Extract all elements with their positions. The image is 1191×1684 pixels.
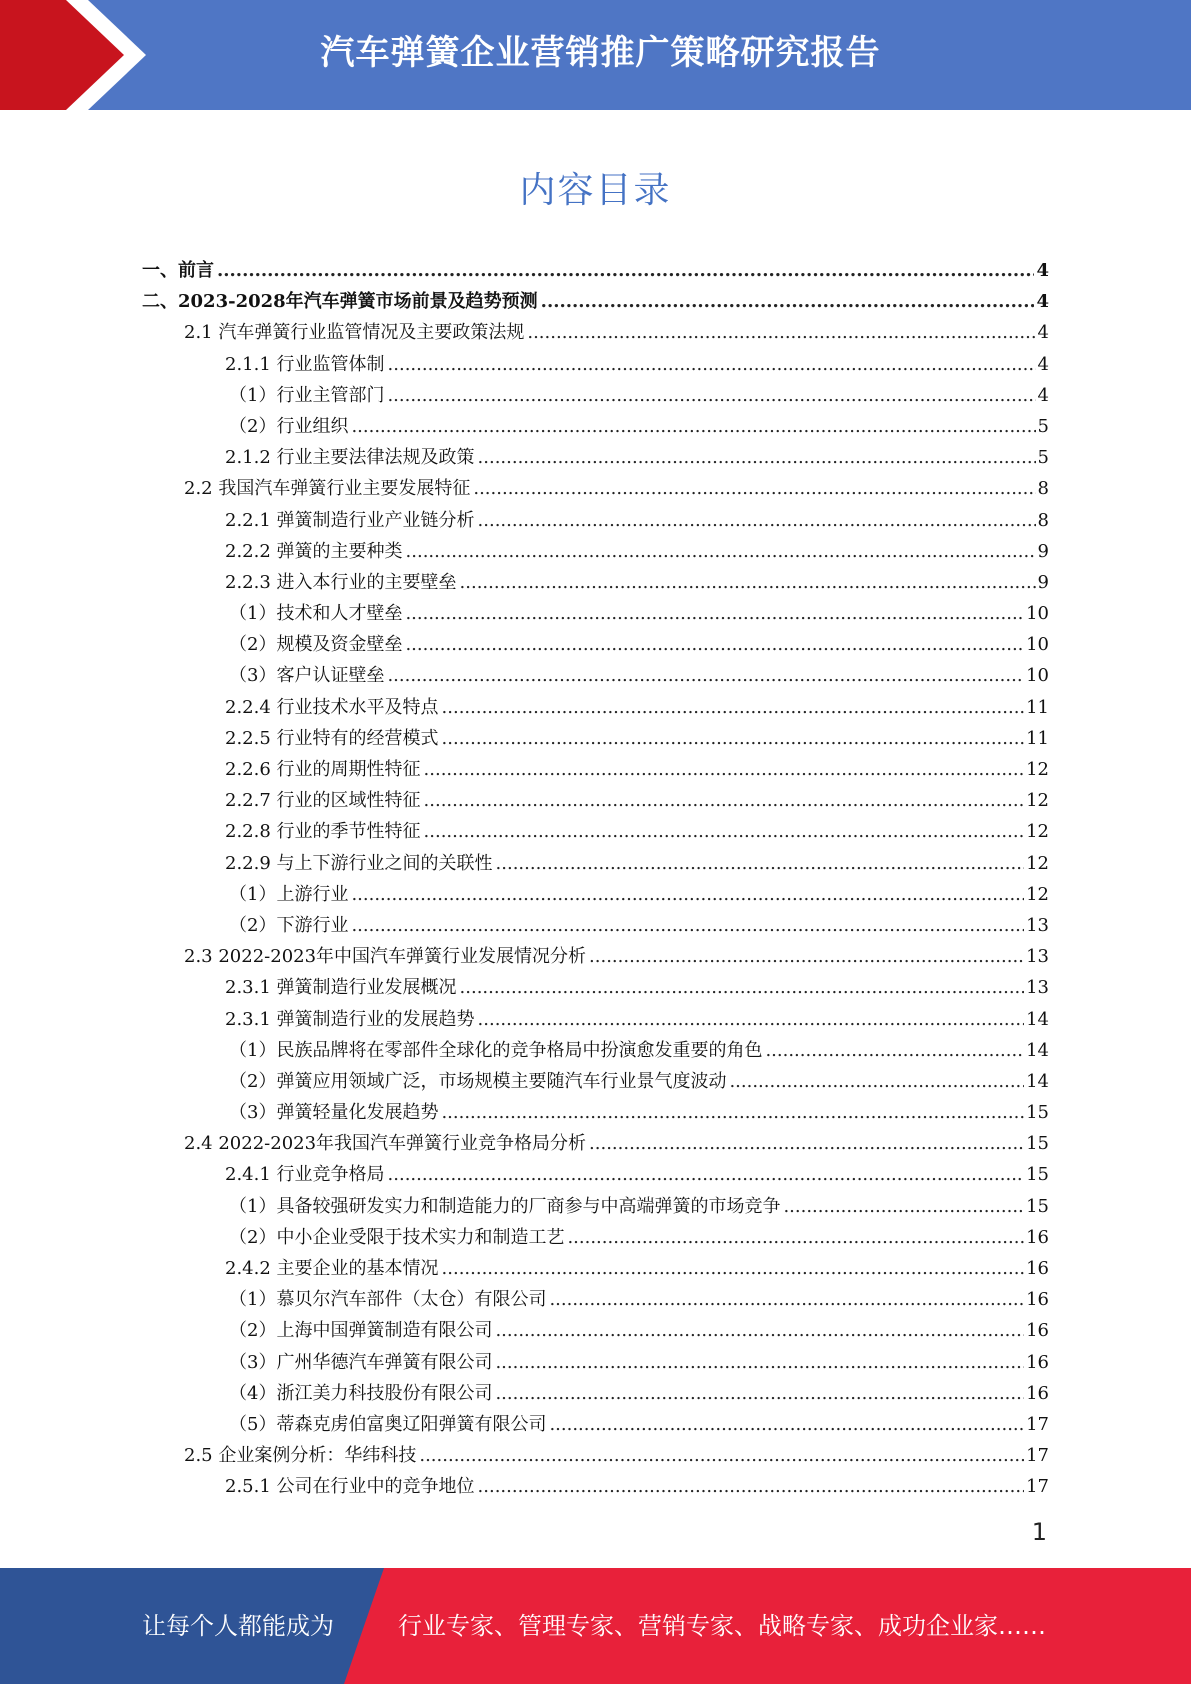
toc-entry-page: 12 — [1026, 759, 1049, 780]
toc-dot-leader — [478, 1471, 1025, 1502]
toc-dot-leader — [527, 317, 1035, 348]
toc-entry[interactable] — [142, 473, 1049, 504]
toc-entry-label: 二、2023-2028年汽车弹簧市场前景及趋势预测 — [142, 291, 538, 313]
toc-dot-leader — [424, 785, 1025, 816]
toc-entry-label: 2.2.2 弹簧的主要种类 — [225, 540, 403, 562]
footer-slogan-left: 让每个人都能成为 — [142, 1612, 334, 1640]
toc-dot-leader — [388, 1159, 1025, 1190]
toc-dot-leader — [460, 567, 1036, 598]
toc-entry-label: （1）上游行业 — [229, 883, 349, 905]
toc-entry[interactable] — [142, 442, 1049, 473]
toc-entry-page: 4 — [1037, 384, 1049, 406]
toc-entry-page: 15 — [1026, 1164, 1049, 1186]
toc-entry[interactable] — [142, 255, 1049, 286]
toc-dot-leader — [424, 754, 1025, 785]
toc-entry[interactable] — [142, 972, 1049, 1003]
toc-entry-page: 14 — [1026, 1039, 1049, 1061]
table-of-contents — [142, 255, 1049, 1503]
toc-dot-leader — [589, 1128, 1024, 1159]
toc-entry[interactable] — [142, 723, 1049, 754]
toc-entry[interactable] — [142, 1035, 1049, 1066]
toc-entry-page: 4 — [1036, 291, 1049, 313]
toc-entry-label: （1）慕贝尔汽车部件（太仓）有限公司 — [229, 1289, 547, 1311]
toc-entry[interactable] — [142, 1409, 1049, 1440]
toc-entry-page: 11 — [1026, 696, 1049, 718]
toc-entry-page: 17 — [1026, 1445, 1049, 1467]
toc-entry[interactable] — [142, 317, 1049, 348]
toc-entry-page: 16 — [1026, 1258, 1049, 1279]
toc-dot-leader — [549, 1409, 1024, 1440]
toc-entry-page: 10 — [1026, 634, 1049, 656]
toc-entry-page: 12 — [1026, 790, 1049, 812]
toc-entry-label: 2.1.2 行业主要法律法规及政策 — [225, 447, 475, 469]
toc-dot-leader — [541, 286, 1035, 317]
toc-entry-label: （3）客户认证壁垒 — [229, 665, 385, 687]
toc-dot-leader — [442, 1253, 1025, 1284]
toc-entry[interactable] — [142, 567, 1049, 598]
toc-entry-label: 2.1 汽车弹簧行业监管情况及主要政策法规 — [184, 322, 525, 344]
toc-entry-label: （2）中小企业受限于技术实力和制造工艺 — [229, 1226, 565, 1248]
toc-dot-leader — [351, 411, 1035, 442]
toc-entry-page: 15 — [1026, 1195, 1049, 1217]
toc-entry-label: （1）行业主管部门 — [229, 384, 385, 406]
toc-entry-page: 15 — [1026, 1133, 1049, 1155]
toc-entry-label: 2.2.7 行业的区域性特征 — [225, 790, 421, 812]
toc-dot-leader — [478, 505, 1036, 536]
toc-dot-leader — [406, 536, 1036, 567]
toc-entry-page: 5 — [1037, 447, 1049, 469]
toc-entry-label: （1）具备较强研发实力和制造能力的厂商参与中高端弹簧的市场竞争 — [229, 1195, 781, 1217]
toc-entry[interactable] — [142, 1440, 1049, 1471]
toc-dot-leader — [495, 1315, 1024, 1346]
toc-entry-label: 2.2.9 与上下游行业之间的关联性 — [225, 852, 493, 874]
toc-dot-leader — [351, 879, 1024, 910]
toc-entry-page: 4 — [1036, 260, 1049, 281]
toc-entry[interactable] — [142, 1315, 1049, 1346]
toc-entry[interactable] — [142, 1191, 1049, 1222]
toc-entry-label: 2.2.1 弹簧制造行业产业链分析 — [225, 509, 475, 531]
toc-entry-page: 12 — [1026, 883, 1049, 905]
toc-entry[interactable] — [142, 941, 1049, 972]
toc-entry-label: 2.2.6 行业的周期性特征 — [225, 759, 421, 780]
toc-dot-leader — [549, 1284, 1024, 1315]
toc-entry-label: 2.2.3 进入本行业的主要壁垒 — [225, 571, 457, 593]
toc-entry-label: 2.4.1 行业竞争格局 — [225, 1164, 385, 1186]
toc-entry-page: 11 — [1026, 727, 1049, 749]
toc-entry-label: （3）广州华德汽车弹簧有限公司 — [229, 1351, 493, 1373]
toc-entry-label: 2.3.1 弹簧制造行业的发展趋势 — [225, 1008, 475, 1030]
toc-entry[interactable] — [142, 1378, 1049, 1409]
toc-entry-page: 14 — [1026, 1008, 1049, 1030]
toc-dot-leader — [388, 349, 1036, 380]
toc-entry-page: 13 — [1026, 914, 1049, 936]
toc-entry[interactable] — [142, 1471, 1049, 1502]
toc-dot-leader — [441, 1097, 1024, 1128]
toc-entry[interactable] — [142, 1284, 1049, 1315]
toc-entry-page: 8 — [1037, 478, 1049, 500]
toc-dot-leader — [217, 255, 1034, 286]
toc-entry-label: 2.3 2022-2023年中国汽车弹簧行业发展情况分析 — [184, 946, 587, 968]
toc-dot-leader — [387, 380, 1035, 411]
toc-dot-leader — [478, 442, 1036, 473]
toc-dot-leader — [478, 1004, 1025, 1035]
toc-entry-page: 12 — [1026, 852, 1049, 874]
toc-entry[interactable] — [142, 879, 1049, 910]
toc-entry-page: 5 — [1037, 415, 1049, 437]
toc-entry[interactable] — [142, 1004, 1049, 1035]
toc-entry[interactable] — [142, 505, 1049, 536]
toc-entry-page: 16 — [1026, 1226, 1049, 1248]
toc-entry[interactable] — [142, 1159, 1049, 1190]
toc-heading: 内容目录 — [519, 170, 672, 211]
toc-entry-page: 16 — [1026, 1289, 1049, 1311]
toc-entry[interactable] — [142, 1128, 1049, 1159]
toc-entry-page: 10 — [1026, 665, 1049, 687]
toc-entry[interactable] — [142, 785, 1049, 816]
toc-entry[interactable] — [142, 380, 1049, 411]
toc-entry-page: 9 — [1037, 540, 1049, 562]
toc-entry[interactable] — [142, 411, 1049, 442]
toc-entry-label: （3）弹簧轻量化发展趋势 — [229, 1102, 439, 1124]
toc-entry-label: （1）技术和人才壁垒 — [229, 603, 403, 625]
toc-dot-leader — [495, 1347, 1024, 1378]
toc-entry-page: 16 — [1026, 1351, 1049, 1373]
toc-entry-label: （1）民族品牌将在零部件全球化的竞争格局中扮演愈发重要的角色 — [229, 1039, 763, 1061]
toc-entry-label: （2）下游行业 — [229, 914, 349, 936]
toc-entry-label: （2）弹簧应用领域广泛，市场规模主要随汽车行业景气度波动 — [229, 1070, 727, 1092]
toc-entry-label: 2.4 2022-2023年我国汽车弹簧行业竞争格局分析 — [184, 1133, 587, 1155]
footer-slogan-right: 行业专家、管理专家、营销专家、战略专家、成功企业家…… — [398, 1612, 1046, 1640]
toc-entry[interactable] — [142, 1347, 1049, 1378]
toc-entry[interactable] — [142, 598, 1049, 629]
toc-entry-label: 一、前言 — [142, 260, 214, 281]
toc-entry[interactable] — [142, 692, 1049, 723]
header-banner — [0, 0, 1191, 110]
toc-entry-label: 2.4.2 主要企业的基本情况 — [225, 1258, 439, 1279]
toc-dot-leader — [567, 1222, 1024, 1253]
toc-entry-label: 2.2.4 行业技术水平及特点 — [225, 696, 439, 718]
toc-dot-leader — [351, 910, 1024, 941]
toc-dot-leader — [405, 629, 1024, 660]
toc-entry-page: 12 — [1026, 821, 1049, 843]
toc-entry-label: 2.2.8 行业的季节性特征 — [225, 821, 421, 843]
toc-entry-label: 2.5.1 公司在行业中的竞争地位 — [225, 1476, 475, 1498]
toc-dot-leader — [442, 723, 1025, 754]
toc-entry[interactable] — [142, 816, 1049, 847]
toc-entry-page: 17 — [1026, 1476, 1049, 1498]
toc-entry-label: 2.2.5 行业特有的经营模式 — [225, 727, 439, 749]
toc-entry-page: 4 — [1037, 322, 1049, 344]
toc-entry[interactable] — [142, 629, 1049, 660]
toc-entry[interactable] — [142, 1066, 1049, 1097]
toc-entry-label: （5）蒂森克虏伯富奥辽阳弹簧有限公司 — [229, 1413, 547, 1435]
toc-entry[interactable] — [142, 1097, 1049, 1128]
footer-banner — [0, 1568, 1191, 1684]
toc-entry[interactable] — [142, 754, 1049, 785]
toc-dot-leader — [419, 1440, 1024, 1471]
toc-entry-label: 2.2 我国汽车弹簧行业主要发展特征 — [184, 478, 471, 500]
toc-entry-label: 2.1.1 行业监管体制 — [225, 353, 385, 375]
report-title: 汽车弹簧企业营销推广策略研究报告 — [320, 33, 881, 73]
toc-entry-page: 13 — [1026, 977, 1049, 999]
page-number: 1 — [1031, 1518, 1047, 1546]
toc-entry[interactable] — [142, 1222, 1049, 1253]
toc-entry-page: 16 — [1026, 1382, 1049, 1404]
toc-entry-page: 16 — [1026, 1320, 1049, 1342]
toc-entry-label: 2.3.1 弹簧制造行业发展概况 — [225, 977, 457, 999]
toc-entry[interactable] — [142, 536, 1049, 567]
toc-entry-page: 9 — [1037, 571, 1049, 593]
toc-dot-leader — [589, 941, 1024, 972]
toc-entry-label: （2）上海中国弹簧制造有限公司 — [229, 1320, 493, 1342]
toc-entry-page: 15 — [1026, 1102, 1049, 1124]
toc-entry[interactable] — [142, 660, 1049, 691]
toc-entry[interactable] — [142, 286, 1049, 317]
toc-entry-page: 4 — [1037, 353, 1049, 375]
toc-entry[interactable] — [142, 349, 1049, 380]
toc-entry-page: 14 — [1026, 1070, 1049, 1092]
toc-entry[interactable] — [142, 848, 1049, 879]
toc-dot-leader — [405, 598, 1024, 629]
toc-entry-page: 8 — [1037, 509, 1049, 531]
toc-entry-label: 2.5 企业案例分析：华纬科技 — [184, 1445, 417, 1467]
toc-entry-label: （2）规模及资金壁垒 — [229, 634, 403, 656]
toc-dot-leader — [387, 660, 1024, 691]
toc-dot-leader — [765, 1035, 1024, 1066]
toc-dot-leader — [729, 1066, 1024, 1097]
toc-dot-leader — [442, 692, 1025, 723]
toc-dot-leader — [783, 1191, 1024, 1222]
toc-entry-label: （2）行业组织 — [229, 415, 349, 437]
toc-dot-leader — [473, 473, 1035, 504]
toc-dot-leader — [424, 816, 1025, 847]
toc-entry-page: 13 — [1026, 946, 1049, 968]
toc-dot-leader — [495, 1378, 1024, 1409]
toc-dot-leader — [460, 972, 1025, 1003]
toc-dot-leader — [496, 848, 1025, 879]
toc-entry[interactable] — [142, 1253, 1049, 1284]
toc-entry-page: 17 — [1026, 1413, 1049, 1435]
toc-entry[interactable] — [142, 910, 1049, 941]
toc-entry-label: （4）浙江美力科技股份有限公司 — [229, 1382, 493, 1404]
toc-entry-page: 10 — [1026, 603, 1049, 625]
